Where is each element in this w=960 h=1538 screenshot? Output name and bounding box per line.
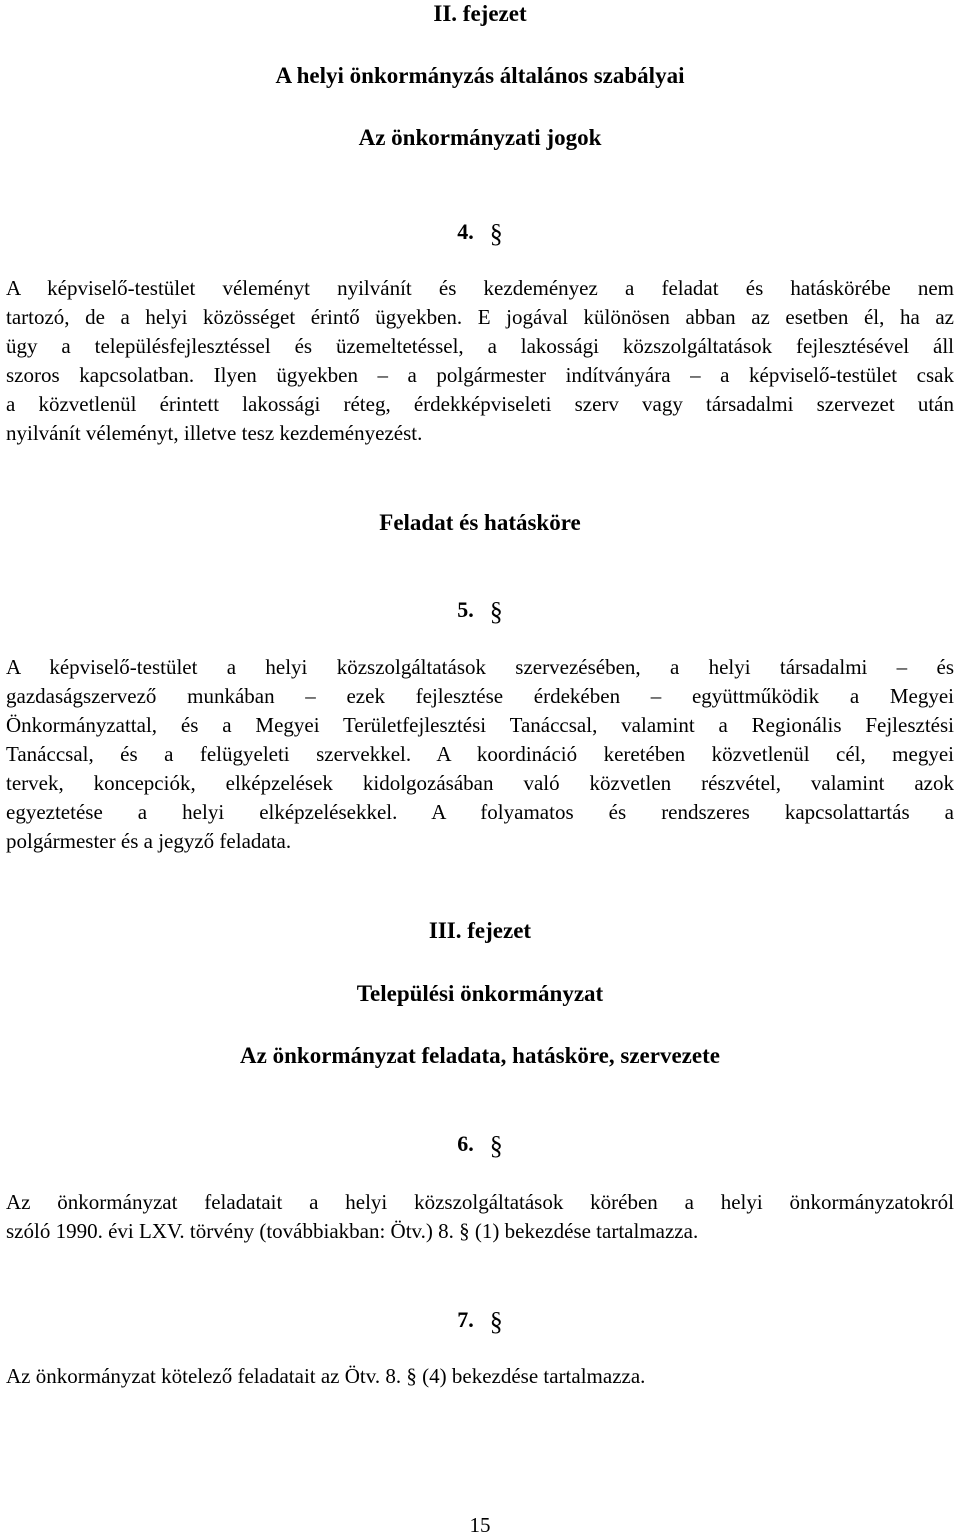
section-number: 4. (457, 219, 474, 244)
section-4-heading (0, 218, 960, 248)
paragraph-line: gazdaságszervező munkában – ezek fejlesztése érdekében – együttműködik a Megyei (6, 684, 954, 708)
paragraph-line: szóló 1990. évi LXV. törvény (továbbiakban: Ötv.) 8. § (1) bekezdése tartalmazza. (6, 1219, 699, 1243)
paragraph-line: nyilvánít véleményt, illetve tesz kezdeményezést. (6, 421, 423, 445)
section-symbol: § (489, 1307, 503, 1336)
chapter-3-title: III. fejezet (428, 918, 532, 943)
paragraph-line: A képviselő-testület a helyi közszolgáltatások szervezésében, a helyi társadalmi – és (6, 655, 954, 679)
section-7-heading (0, 1306, 960, 1336)
section-6-heading (0, 1130, 960, 1160)
feladat-heading: Feladat és hatásköre (379, 510, 581, 535)
paragraph-line: A képviselő-testület véleményt nyilvánít és kezdeményez a feladat és hatáskörébe nem (6, 276, 954, 300)
chapter-3-subtitle: Települési önkormányzat (356, 981, 604, 1006)
chapter-2-subtitle: A helyi önkormányzás általános szabályai (275, 63, 685, 88)
paragraph-line: Önkormányzattal, és a Megyei Területfejlesztési Tanáccsal, valamint a Regionális Fejlesztési (6, 713, 954, 737)
paragraph-line: Tanáccsal, és a felügyeleti szervekkel. A koordináció keretében közvetlenül cél, megyei (6, 742, 954, 766)
section-6-paragraph (6, 1188, 954, 1246)
paragraph-line: Az önkormányzat feladatait a helyi közszolgáltatások körében a helyi önkormányzatokról (6, 1190, 954, 1214)
section-5-paragraph (6, 653, 954, 856)
paragraph-line: ügy a településfejlesztéssel és üzemeltetéssel, a lakossági közszolgáltatások fejlesztésével áll (6, 334, 954, 358)
paragraph-line: tervek, koncepciók, elképzelések kidolgozásában való közvetlen részvétel, valamint azok (6, 771, 954, 795)
paragraph-line: tartozó, de a helyi közösséget érintő ügyekben. E jogával különösen abban az esetben él, ha az (6, 305, 954, 329)
paragraph-line: polgármester és a jegyző feladata. (6, 829, 292, 853)
paragraph-line: egyeztetése a helyi elképzelésekkel. A folyamatos és rendszeres kapcsolattartás a (6, 800, 954, 824)
chapter-2-subsubtitle: Az önkormányzati jogok (358, 125, 602, 150)
page-number: 15 (469, 1513, 491, 1537)
section-symbol: § (489, 597, 503, 626)
section-number: 5. (457, 597, 474, 622)
section-symbol: § (489, 219, 503, 248)
paragraph-line: a közvetlenül érintett lakossági réteg, érdekképviseleti szerv vagy társadalmi szervezet után (6, 392, 954, 416)
section-number: 6. (457, 1131, 474, 1156)
chapter-2-title: II. fejezet (433, 1, 527, 26)
section-5-heading (0, 596, 960, 626)
section-number: 7. (457, 1307, 474, 1332)
section-symbol: § (489, 1131, 503, 1160)
chapter-3-subsubtitle: Az önkormányzat feladata, hatásköre, szervezete (240, 1043, 720, 1068)
paragraph-line: szoros kapcsolatban. Ilyen ügyekben – a polgármester indítványára – a képviselő-testület csak (6, 363, 954, 387)
paragraph-line: Az önkormányzat kötelező feladatait az Ötv. 8. § (4) bekezdése tartalmazza. (6, 1364, 646, 1388)
section-7-paragraph (6, 1362, 954, 1391)
section-4-paragraph (6, 274, 954, 448)
